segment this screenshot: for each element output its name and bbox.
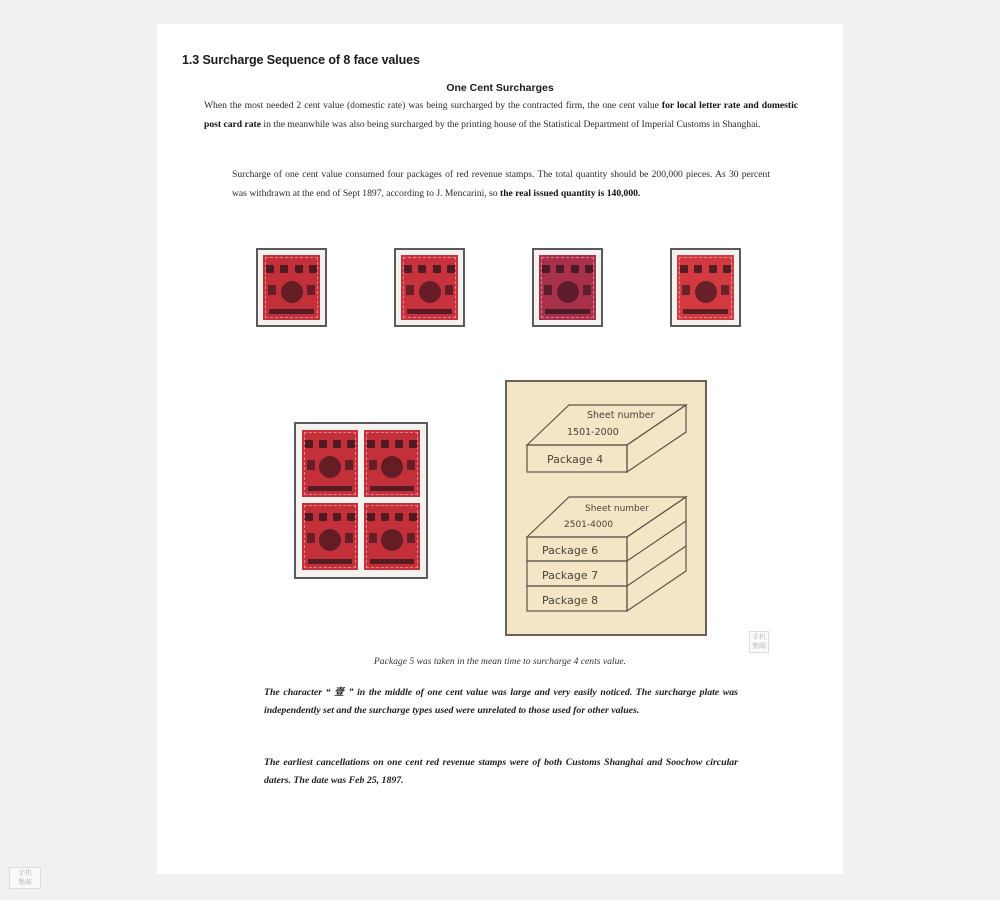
- package-diagram: [505, 380, 707, 636]
- stamp-design: [307, 460, 315, 470]
- stamp-design: [345, 533, 353, 543]
- bottom-sheet-range: 2501-4000: [564, 520, 614, 530]
- stamp-frame: [532, 248, 603, 327]
- stamp-design: [269, 309, 314, 314]
- block-stamp-image: [302, 430, 358, 497]
- block-stamp-image: [302, 503, 358, 570]
- stamp-frame: [670, 248, 741, 327]
- stamp-design: [683, 309, 728, 314]
- character-note: The character “ 壹 ” in the middle of one cent value was large and very easily noticed. The surcharge plate was independently set and the surcharge types used were unrelated to those used for other values.: [264, 687, 738, 716]
- stamp-design: [544, 285, 552, 295]
- stamp-design: [268, 285, 276, 295]
- stamp-design: [682, 285, 690, 295]
- stamp-design: [557, 281, 579, 303]
- stamp-design: [680, 265, 731, 273]
- package-8-label: Package 8: [542, 594, 599, 607]
- section-title: 1.3 Surcharge Sequence of 8 face values: [182, 53, 420, 67]
- stamp-design: [266, 265, 317, 273]
- document-page: [157, 24, 843, 874]
- quantity-paragraph: [232, 165, 770, 203]
- stamp-design: [695, 281, 717, 303]
- cancellation-note: The earliest cancellations on one cent red revenue stamps were of both Customs Shanghai and Soochow circular daters. The date was Feb 25, 1897.: [264, 757, 738, 786]
- bottom-box-side: [627, 497, 686, 611]
- watermark-line-1: 手机: [752, 633, 766, 641]
- block-stamp-image: [364, 430, 420, 497]
- stamp-image: [539, 255, 596, 320]
- quantity-bold-text: the real issued quantity is 140,000.: [500, 188, 641, 199]
- top-sheet-label: Sheet number: [587, 410, 655, 421]
- stamp-design: [305, 513, 355, 521]
- stamp-design: [367, 440, 417, 448]
- stamp-design: [307, 285, 315, 295]
- bottom-box-lid: [527, 497, 686, 537]
- stamp-frame: [394, 248, 465, 327]
- stamp-design: [445, 285, 453, 295]
- stamp-design: [308, 559, 352, 564]
- watermark-corner: [9, 867, 41, 889]
- stamp-design: [319, 529, 341, 551]
- stamp-design: [307, 533, 315, 543]
- stamp-design: [369, 533, 377, 543]
- stamp-design: [406, 285, 414, 295]
- stamp-design: [319, 456, 341, 478]
- intro-paragraph: [204, 96, 798, 134]
- watermark-center: [749, 631, 769, 653]
- watermark-corner-line-2: 集邮: [18, 878, 32, 886]
- block-of-four-stamps: [294, 422, 428, 579]
- stamp-design: [419, 281, 441, 303]
- stamp-design: [305, 440, 355, 448]
- block-stamp-image: [364, 503, 420, 570]
- side-divider-1: [627, 521, 686, 561]
- stamp-design: [367, 513, 417, 521]
- watermark-line-2: 集邮: [752, 642, 766, 650]
- intro-text-2: in the meanwhile was also being surcharged by the printing house of the Statistical Department of Imperial Customs in Shanghai.: [261, 119, 761, 130]
- stamp-design: [545, 309, 590, 314]
- stamp-design: [370, 486, 414, 491]
- package-6-label: Package 6: [542, 544, 599, 557]
- stamp-design: [583, 285, 591, 295]
- top-sheet-range: 1501-2000: [567, 427, 619, 438]
- stamp-design: [381, 456, 403, 478]
- intro-bold-text: for local letter rate and domestic post card rate: [204, 100, 798, 130]
- diagram-caption: Package 5 was taken in the mean time to surcharge 4 cents value.: [373, 656, 627, 667]
- stamp-design: [407, 533, 415, 543]
- stamp-design: [721, 285, 729, 295]
- quantity-text: Surcharge of one cent value consumed four packages of red revenue stamps. The total quantity should be 200,000 pieces. As 30 percent was withdrawn at the end of Sept 1897, according to J. Mencarini, so: [232, 169, 770, 199]
- stamp-design: [407, 309, 452, 314]
- stamp-design: [370, 559, 414, 564]
- stamp-design: [407, 460, 415, 470]
- watermark-corner-line-1: 手机: [18, 869, 32, 877]
- stamp-design: [345, 460, 353, 470]
- stamp-image: [401, 255, 458, 320]
- stamp-design: [381, 529, 403, 551]
- stamp-design: [404, 265, 455, 273]
- package-7-label: Package 7: [542, 569, 599, 582]
- stamp-image: [263, 255, 320, 320]
- stamp-frame: [256, 248, 327, 327]
- stamp-design: [369, 460, 377, 470]
- bottom-sheet-label: Sheet number: [585, 504, 650, 514]
- subsection-title: One Cent Surcharges: [446, 82, 554, 94]
- stamp-design: [308, 486, 352, 491]
- stamp-design: [542, 265, 593, 273]
- stamp-design: [281, 281, 303, 303]
- package-diagram-svg: [507, 382, 705, 634]
- intro-text-1: When the most needed 2 cent value (domestic rate) was being surcharged by the contracted firm, the one cent value: [204, 100, 662, 111]
- side-divider-2: [627, 546, 686, 586]
- stamp-image: [677, 255, 734, 320]
- package-4-label: Package 4: [547, 453, 604, 466]
